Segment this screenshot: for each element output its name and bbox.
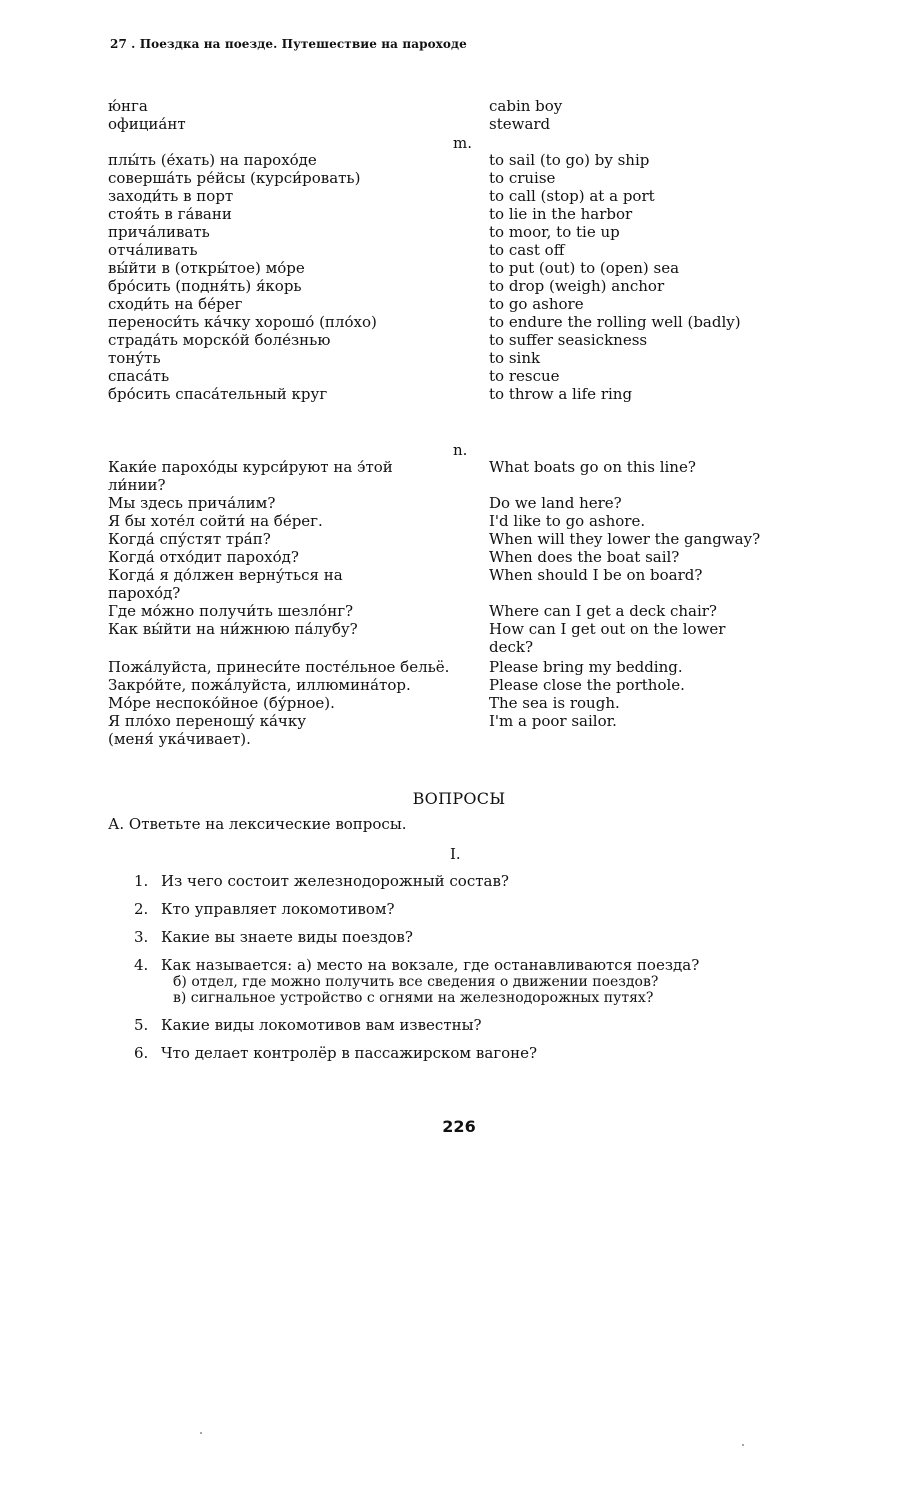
question-list: [134, 873, 699, 1073]
phrase-ru-line: Как вы́йти на ни́жнюю па́лубу?: [108, 620, 358, 638]
question-item: [134, 957, 699, 1006]
section-label-n: n.: [453, 441, 468, 459]
phrase-ru-line: Мо́ре неспоко́йное (бу́рное).: [108, 694, 335, 712]
ru-term: сходи́ть на бе́рег: [108, 295, 243, 313]
question-item: [134, 873, 699, 890]
ru-term: соверша́ть ре́йсы (курси́ровать): [108, 169, 361, 187]
ru-term: отча́ливать: [108, 241, 198, 259]
question-number: 1.: [134, 872, 149, 890]
blank-line: [489, 584, 760, 602]
en-term: to put (out) to (open) sea: [489, 259, 680, 277]
en-term: to sink: [489, 349, 541, 367]
en-term: to sail (to go) by ship: [489, 151, 650, 169]
en-term: to cruise: [489, 169, 556, 187]
phrase-ru-line: Я бы хоте́л сойти́ на бе́рег.: [108, 512, 323, 530]
en-term: cabin boy: [489, 97, 563, 115]
roman-numeral: I.: [450, 845, 461, 863]
ru-term: ю́нга: [108, 97, 148, 115]
question-text: Какие вы знаете виды поездов?: [161, 928, 413, 946]
phrase-en-line: Please close the porthole.: [489, 676, 685, 694]
phrase-ru-line: (меня́ ука́чивает).: [108, 730, 251, 748]
phrase-en-line: Please bring my bedding.: [489, 658, 683, 676]
phrase-ru: [108, 494, 358, 638]
ru-term: вы́йти в (откры́тое) мо́ре: [108, 259, 305, 277]
ru-term: страда́ть морско́й боле́знью: [108, 331, 331, 349]
en-term: to endure the rolling well (badly): [489, 313, 741, 331]
question-item: [134, 929, 699, 946]
phrase-ru-line: Когда́ спу́стят тра́п?: [108, 530, 271, 548]
phrase-ru-line: Мы здесь прича́лим?: [108, 494, 276, 512]
phrase-ru-line: Когда́ я до́лжен верну́ться на: [108, 566, 343, 584]
question-number: 6.: [134, 1044, 149, 1062]
question-text: Как называется: а) место на вокзале, где останавливаются поезда?: [161, 956, 700, 974]
top-ru-column: [108, 97, 186, 133]
en-term: to drop (weigh) anchor: [489, 277, 665, 295]
phrase-en-line: deck?: [489, 638, 534, 656]
ru-term: стоя́ть в га́вани: [108, 205, 232, 223]
phrase-ru-line: Я пло́хо переношу́ ка́чку: [108, 712, 307, 730]
ru-term: бро́сить (подня́ть) я́корь: [108, 277, 302, 295]
phrase-en-line: When should I be on board?: [489, 566, 703, 584]
phrase-ru-line: Где мо́жно получи́ть шезло́нг?: [108, 602, 354, 620]
scan-speck: [742, 1444, 744, 1446]
en-term: to throw a life ring: [489, 385, 633, 403]
phrase-en: [489, 494, 760, 656]
en-term: to rescue: [489, 367, 560, 385]
question-number: 2.: [134, 900, 149, 918]
ru-term: спаса́ть: [108, 367, 170, 385]
phrase-ru-line: Закро́йте, пожа́луйста, иллюмина́тор.: [108, 676, 411, 694]
ru-term: официа́нт: [108, 115, 186, 133]
phrase-en: [489, 458, 696, 476]
ru-term: заходи́ть в порт: [108, 187, 234, 205]
question-number: 3.: [134, 928, 149, 946]
phrase-en-line: When does the boat sail?: [489, 548, 680, 566]
ru-term: бро́сить спаса́тельный круг: [108, 385, 328, 403]
question-text: Что делает контролёр в пассажирском вагоне?: [161, 1044, 538, 1062]
phrase-en-line: How can I get out on the lower: [489, 620, 726, 638]
questions-heading: ВОПРОСЫ: [412, 789, 506, 808]
ru-term: прича́ливать: [108, 223, 210, 241]
top-en-column: [489, 97, 562, 133]
en-term: to call (stop) at a port: [489, 187, 655, 205]
phrase-en: [489, 658, 685, 730]
en-term: to go ashore: [489, 295, 584, 313]
phrase-en-line: What boats go on this line?: [489, 458, 696, 476]
phrase-ru-line: парохо́д?: [108, 584, 181, 602]
phrase-en-line: Where can I get a deck chair?: [489, 602, 717, 620]
question-number: 5.: [134, 1016, 149, 1034]
phrase-ru-line: Каки́е парохо́ды курси́руют на э́той: [108, 458, 393, 476]
questions-instruction: А. Ответьте на лексические вопросы.: [108, 815, 407, 833]
page-number: 226: [442, 1117, 476, 1136]
phrase-en-line: I'd like to go ashore.: [489, 512, 646, 530]
question-item: [134, 901, 699, 918]
en-term: to lie in the harbor: [489, 205, 633, 223]
phrase-ru-line: ли́нии?: [108, 476, 166, 494]
scan-speck: [200, 1432, 202, 1434]
phrase-ru-line: Когда́ отхо́дит парохо́д?: [108, 548, 299, 566]
phrase-ru: [108, 458, 393, 494]
en-term: steward: [489, 115, 551, 133]
section-m-ru-column: [108, 151, 377, 403]
section-label-m: m.: [453, 134, 472, 152]
ru-term: тону́ть: [108, 349, 161, 367]
en-term: to suffer seasickness: [489, 331, 648, 349]
running-header: 27 . Поездка на поезде. Путешествие на пароходе: [110, 37, 467, 51]
en-term: to moor, to tie up: [489, 223, 620, 241]
question-number: 4.: [134, 956, 149, 974]
question-item: [134, 1017, 699, 1034]
phrase-en-line: When will they lower the gangway?: [489, 530, 761, 548]
question-text: Кто управляет локомотивом?: [161, 900, 395, 918]
section-m-en-column: [489, 151, 741, 403]
ru-term: плы́ть (е́хать) на парохо́де: [108, 151, 317, 169]
phrase-ru: [108, 658, 449, 748]
question-subitem: в) сигнальное устройство с огнями на железнодорожных путях?: [173, 990, 654, 1006]
question-item: [134, 1045, 699, 1062]
ru-term: переноси́ть ка́чку хорошо́ (пло́хо): [108, 313, 377, 331]
phrase-en-line: The sea is rough.: [489, 694, 620, 712]
en-term: to cast off: [489, 241, 565, 259]
question-subitem: б) отдел, где можно получить все сведения о движении поездов?: [173, 974, 659, 990]
phrase-en-line: I'm a poor sailor.: [489, 712, 617, 730]
question-text: Какие виды локомотивов вам известны?: [161, 1016, 482, 1034]
phrase-en-line: Do we land here?: [489, 494, 622, 512]
phrase-ru-line: Пожа́луйста, принеси́те посте́льное бельё.: [108, 658, 450, 676]
question-text: Из чего состоит железнодорожный состав?: [161, 872, 509, 890]
